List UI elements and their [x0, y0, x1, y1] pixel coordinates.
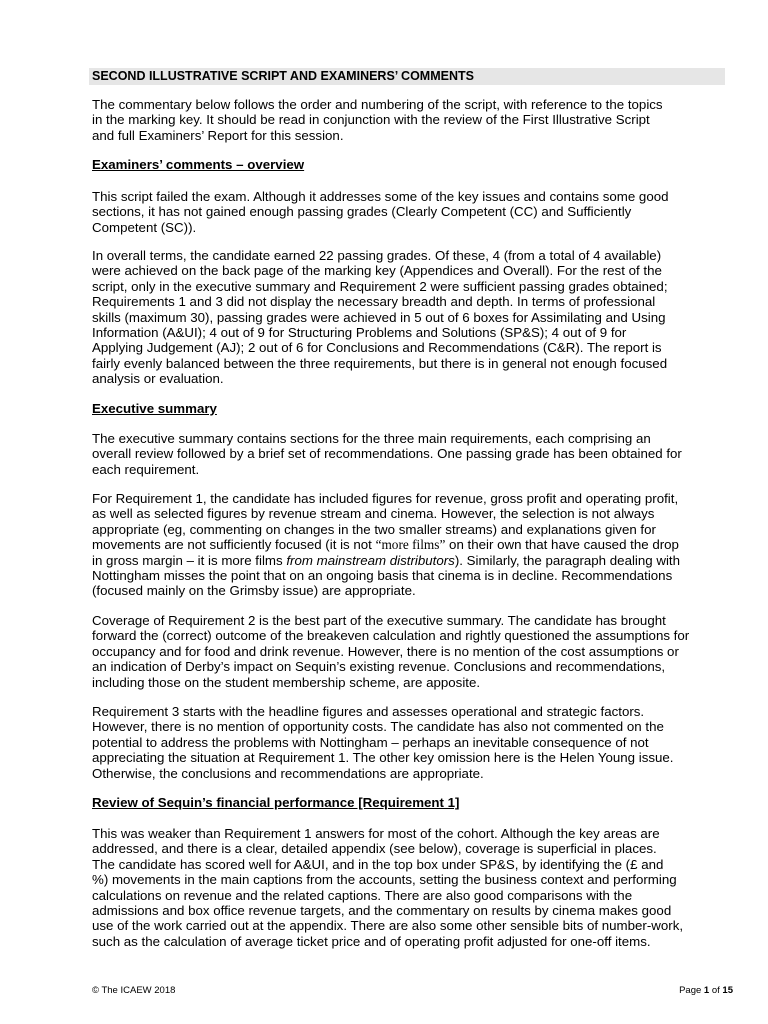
exec-p2-text-a: For Requirement 1, the candidate has included figures for revenue, gross profit and operating profit, as well as selected figures by revenue stream and cinema. However, the selection is not always appropriate (eg, commenting on changes in the two smaller streams) and explanations given for movements are not sufficiently focused (it is not: [92, 491, 679, 553]
executive-summary-paragraph-3: Coverage of Requirement 2 is the best part of the executive summary. The candidate has brought forward the (correct) outcome of the breakeven calculation and rightly questioned the assumptions for occupancy and for food and drink revenue. However, there is no mention of the cost assumptions or an indication of Derby’s impact on Sequin’s existing revenue. Conclusions and recommendations, including those on the student membership scheme, are apposite.: [92, 613, 690, 690]
exec-p2-quote: “more films”: [375, 537, 446, 553]
footer-page-word: Page: [679, 985, 702, 996]
footer-copyright: © The ICAEW 2018: [92, 985, 176, 996]
exec-p2-text-c: ). Similarly, the paragraph dealing with Nottingham misses the point that on an ongoing basis that cinema is in decline. Recommendations (focused mainly on the Grimsby issue) are appropriate.: [92, 552, 680, 599]
executive-summary-paragraph-1: The executive summary contains sections for the three main requirements, each comprising an overall review followed by a brief set of recommendations. One passing grade has been obtained for each requirement.: [92, 431, 682, 477]
overview-heading: Examiners’ comments – overview: [92, 157, 305, 172]
footer-page-total: 15: [722, 985, 733, 996]
footer-of: of: [711, 985, 720, 996]
executive-summary-paragraph-2: [92, 491, 732, 599]
overview-paragraph-1: This script failed the exam. Although it addresses some of the key issues and contains some good sections, it has not gained enough passing grades (Clearly Competent (CC) and Sufficiently Competent (SC)).: [92, 189, 669, 235]
review-heading: Review of Sequin’s financial performance [Requirement 1]: [92, 795, 460, 810]
review-paragraph-1: This was weaker than Requirement 1 answers for most of the cohort. Although the key areas are addressed, and there is a clear, detailed appendix (see below), coverage is superficial in places. The candidate has scored well for A&UI, and in the top box under SP&S, by identifying the (£ and %) movements in the main captions from the accounts, setting the business context and performing calculations on revenue and the related captions. There are also good comparisons with the admissions and box office revenue targets, and the commentary on results by cinema makes good use of the work carried out at the appendix. There are also some other sensible bits of number-work, such as the calculation of average ticket price and of operating profit adjusted for one-off items.: [92, 826, 684, 949]
footer-page-number: [679, 985, 733, 997]
footer-page-current: 1: [703, 985, 710, 996]
document-heading: SECOND ILLUSTRATIVE SCRIPT AND EXAMINERS’ COMMENTS: [92, 69, 474, 83]
executive-summary-heading: Executive summary: [92, 401, 217, 416]
intro-paragraph: The commentary below follows the order and numbering of the script, with reference to the topics in the marking key. It should be read in conjunction with the review of the First Illustrative Script and full Examiners’ Report for this session.: [92, 97, 663, 143]
executive-summary-paragraph-4: Requirement 3 starts with the headline figures and assesses operational and strategic factors. However, there is no mention of opportunity costs. The candidate has also not commented on the potential to address the problems with Nottingham – perhaps an inevitable consequence of not appreciating the situation at Requirement 1. The other key omission here is the Helen Young issue. Otherwise, the conclusions and recommendations are appropriate.: [92, 704, 674, 781]
exec-p2-italic: from mainstream distributors: [286, 552, 455, 568]
overview-paragraph-2: In overall terms, the candidate earned 22 passing grades. Of these, 4 (from a total of 4 available) were achieved on the back page of the marking key (Appendices and Overall). For the rest of the script, only in the executive summary and Requirement 2 were sufficient passing grades obtained; Requirements 1 and 3 did not display the necessary breadth and depth. In terms of professional skills (maximum 30), passing grades were achieved in 5 out of 6 boxes for Assimilating and Using Information (A&UI); 4 out of 9 for Structuring Problems and Solutions (SP&S); 4 out of 9 for Applying Judgement (AJ); 2 out of 6 for Conclusions and Recommendations (C&R). The report is fairly evenly balanced between the three requirements, but there is in general not enough focused analysis or evaluation.: [92, 248, 668, 387]
exec-p2-text-b: on their own that have caused the drop in gross margin – it is more films: [92, 537, 679, 568]
